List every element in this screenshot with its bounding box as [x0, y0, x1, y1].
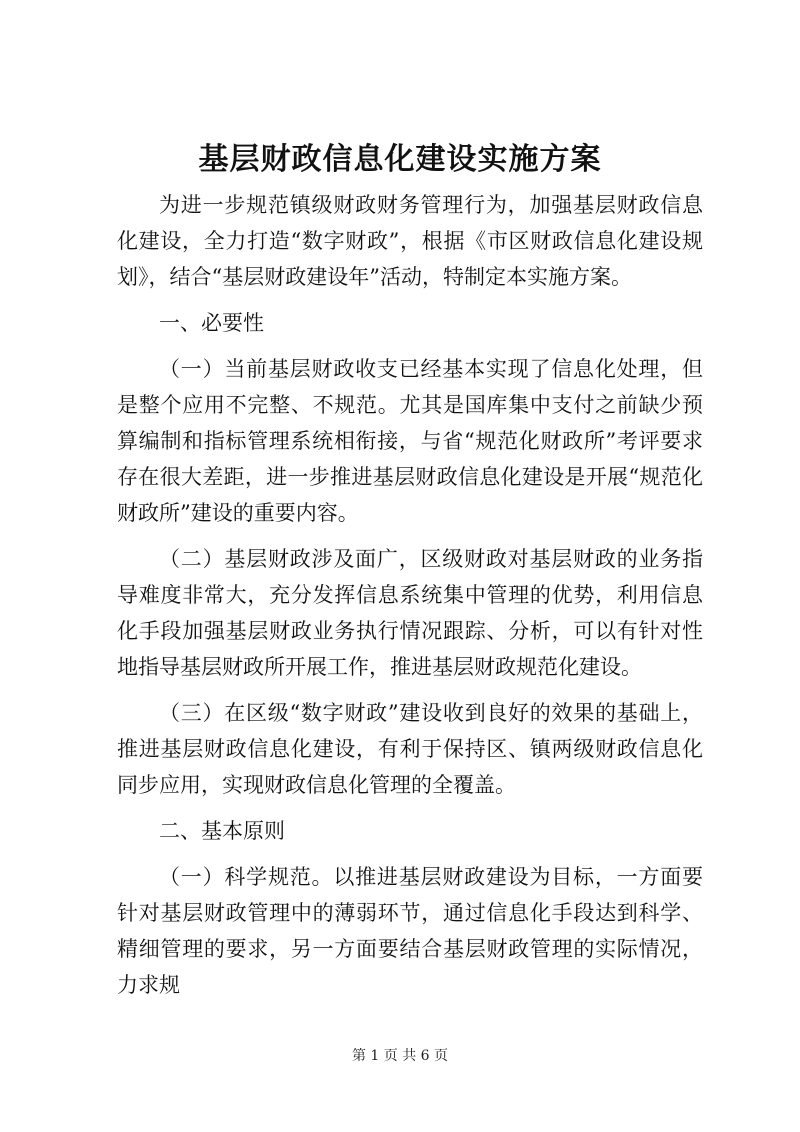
paragraph-1-3: （三）在区级“数字财政”建设收到良好的效果的基础上，推进基层财政信息化建设，有利于保持区、镇两级财政信息化同步应用，实现财政信息化管理的全覆盖。 — [117, 701, 703, 797]
heading-section-2: 二、基本原则 — [159, 819, 285, 843]
paragraph-intro: 为进一步规范镇级财政财务管理行为，加强基层财政信息化建设，全力打造“数字财政”，根据《市区财政信息化建设规划》，结合“基层财政建设年”活动，特制定本实施方案。 — [117, 193, 703, 289]
paragraph-1-1: （一）当前基层财政收支已经基本实现了信息化处理，但是整个应用不完整、不规范。尤其是国库集中支付之前缺少预算编制和指标管理系统相衔接，与省“规范化财政所”考评要求存在很大差距，进一步推进基层财政信息化建设是开展“规范化财政所”建设的重要内容。 — [117, 357, 703, 525]
paragraph-1-2: （二）基层财政涉及面广，区级财政对基层财政的业务指导难度非常大，充分发挥信息系统集中管理的优势，利用信息化手段加强基层财政业务执行情况跟踪、分析，可以有针对性地指导基层财政所开展工作，推进基层财政规范化建设。 — [117, 547, 703, 679]
document-body — [117, 187, 703, 1003]
paragraph-2-1: （一）科学规范。以推进基层财政建设为目标，一方面要针对基层财政管理中的薄弱环节，通过信息化手段达到科学、精细管理的要求，另一方面要结合基层财政管理的实际情况，力求规 — [117, 865, 703, 997]
heading-section-1: 一、必要性 — [159, 311, 264, 335]
page-number: 第 1 页 共 6 页 — [351, 1048, 449, 1064]
document-title: 基层财政信息化建设实施方案 — [198, 142, 602, 177]
